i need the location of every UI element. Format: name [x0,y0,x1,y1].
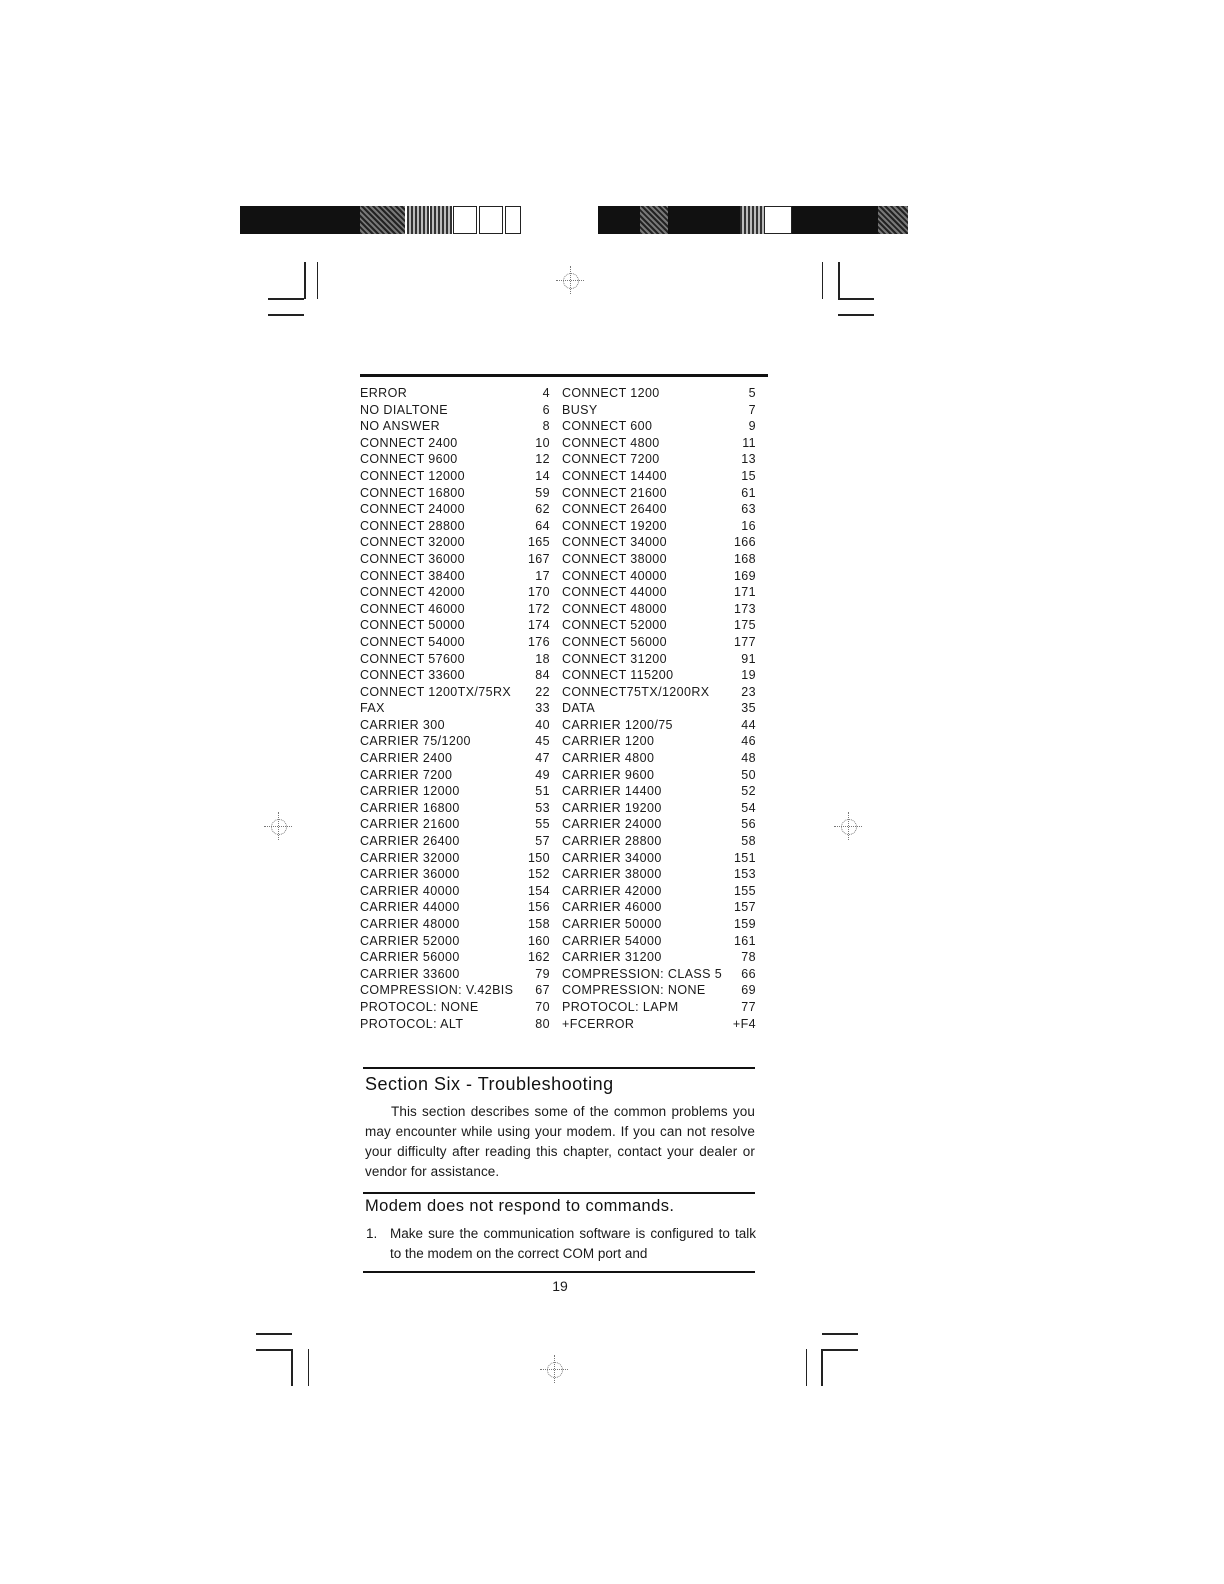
result-code-name: CONNECT 48000 [562,601,668,616]
result-code-name: CONNECT 16800 [360,485,466,500]
table-row [360,601,768,618]
result-code-name: CARRIER 52000 [360,933,460,948]
result-code-name: CARRIER 54000 [562,933,662,948]
result-code-name: CONNECT 12000 [360,468,466,483]
table-row [360,518,768,535]
table-row [360,700,768,717]
result-code-number: 156 [527,900,550,915]
result-code-number: 19 [741,668,756,683]
result-code-name: CARRIER 1200 [562,734,655,749]
table-row [360,916,768,933]
registration-target-icon [834,812,862,840]
table-row [360,866,768,883]
subsection-rule [363,1192,755,1194]
result-code-name: CARRIER 75/1200 [360,734,471,749]
result-code-name: CONNECT 56000 [562,634,668,649]
result-code-name: CONNECT 54000 [360,634,466,649]
result-code-name: CONNECT 115200 [562,668,674,683]
table-row [360,883,768,900]
result-code-number: 161 [733,933,756,948]
result-code-number: 14 [535,468,550,483]
result-code-name: CONNECT 50000 [360,618,466,633]
result-code-number: 22 [535,684,550,699]
result-code-name: CARRIER 56000 [360,950,460,965]
result-code-number: 8 [542,419,550,434]
result-code-number: 79 [535,966,550,981]
result-code-number: 55 [535,817,550,832]
result-code-number: 167 [527,551,550,566]
table-row [360,468,768,485]
table-row [360,551,768,568]
result-code-name: CONNECT 9600 [360,452,458,467]
crop-mark [308,1349,309,1386]
table-row [360,485,768,502]
table-row [360,584,768,601]
result-code-number: 177 [733,634,756,649]
result-code-number: 150 [527,850,550,865]
result-code-name: CARRIER 42000 [562,883,662,898]
result-code-number: 13 [741,452,756,467]
table-row [360,833,768,850]
section-rule [363,1067,755,1069]
result-code-name: CONNECT 38400 [360,568,466,583]
result-code-name: CARRIER 50000 [562,917,662,931]
result-code-number: 154 [527,883,550,898]
result-code-name: CONNECT 21600 [562,485,668,500]
crop-mark [317,262,318,299]
result-code-number: 169 [733,568,756,583]
result-code-name: CARRIER 1200/75 [562,717,673,732]
result-code-name: CARRIER 28800 [562,834,662,849]
result-code-number: 53 [535,800,550,815]
result-code-name: CARRIER 19200 [562,800,662,815]
section-intro-text: This section describes some of the common problems you may encounter while using your modem. If you can not resolve your difficulty after reading this chapter, contact your dealer or vendor for assistance. [365,1104,755,1179]
crop-mark [268,314,304,316]
result-code-number: 23 [741,684,756,699]
table-row [360,850,768,867]
result-code-number: 5 [748,386,756,400]
list-item-text: Make sure the communication software is configured to talk to the modem on the correct COM port and [390,1226,756,1261]
result-code-number: 175 [733,618,756,633]
result-code-number: 63 [741,502,756,517]
result-code-name: CONNECT 14400 [562,468,668,483]
result-code-number: 153 [733,867,756,882]
table-row [360,899,768,916]
result-code-name: CONNECT 4800 [562,435,660,450]
result-code-rows [360,385,768,1032]
result-code-name: CARRIER 26400 [360,834,460,849]
result-code-number: 6 [542,402,550,417]
result-code-name: CONNECT 38000 [562,551,668,566]
result-code-number: 91 [741,651,756,666]
result-code-name: COMPRESSION: CLASS 5 [562,966,723,981]
table-row [360,418,768,435]
result-code-name: CONNECT 33600 [360,668,466,683]
result-code-name: PROTOCOL: LAPM [562,999,679,1014]
table-row [360,733,768,750]
table-row [360,435,768,452]
result-code-number: 61 [741,485,756,500]
result-code-name: CONNECT 1200TX/75RX [360,684,512,699]
section-title: Section Six - Troubleshooting [365,1074,614,1094]
list-item [366,1224,756,1264]
crop-mark [838,262,840,299]
result-code-number: 159 [733,917,756,931]
result-code-number: +F4 [732,1016,756,1031]
table-row [360,568,768,585]
crop-mark [822,1349,858,1351]
result-code-number: 57 [535,834,550,849]
result-code-number: 15 [741,468,756,483]
result-code-name: CARRIER 14400 [562,784,662,799]
result-code-number: 11 [742,435,756,450]
result-code-number: 52 [741,784,756,799]
table-row [360,783,768,800]
result-code-number: 155 [733,883,756,898]
result-code-name: CONNECT 24000 [360,502,466,517]
table-row [360,451,768,468]
result-code-number: 40 [535,717,550,732]
result-code-name: CONNECT 44000 [562,585,668,600]
crop-mark [256,1333,292,1335]
result-code-name: CONNECT75TX/1200RX [562,684,710,699]
crop-mark [821,1349,823,1386]
registration-target-icon [540,1355,568,1383]
result-code-number: 50 [741,767,756,782]
footer-rule [363,1271,755,1273]
result-code-number: 152 [527,867,550,882]
result-code-number: 160 [527,933,550,948]
result-code-number: 9 [748,419,756,434]
table-row [360,982,768,999]
crop-mark [838,314,874,316]
result-code-table [360,374,768,1032]
page-number: 19 [552,1278,568,1294]
result-code-name: NO DIALTONE [360,402,448,417]
result-code-number: 158 [527,917,550,931]
result-code-name: COMPRESSION: NONE [562,983,706,998]
result-code-number: 66 [741,966,756,981]
result-code-name: CARRIER 40000 [360,883,460,898]
result-code-name: PROTOCOL: NONE [360,999,479,1014]
result-code-name: CARRIER 300 [360,717,445,732]
result-code-number: 62 [535,502,550,517]
result-code-name: CONNECT 57600 [360,651,466,666]
result-code-number: 64 [535,518,550,533]
result-code-number: 51 [535,784,550,799]
result-code-name: CONNECT 42000 [360,585,466,600]
result-code-name: CONNECT 36000 [360,551,466,566]
table-row [360,949,768,966]
result-code-name: PROTOCOL: ALT [360,1016,464,1031]
result-code-number: 168 [733,551,756,566]
table-row [360,534,768,551]
result-code-number: 16 [741,518,756,533]
result-code-name: CONNECT 7200 [562,452,660,467]
result-code-name: CARRIER 7200 [360,767,453,782]
result-code-number: 78 [741,950,756,965]
result-code-name: CARRIER 32000 [360,850,460,865]
table-top-rule [360,374,768,377]
result-code-name: CARRIER 12000 [360,784,460,799]
result-code-name: CARRIER 4800 [562,751,655,766]
result-code-name: CONNECT 2400 [360,435,458,450]
list-item-number: 1. [366,1226,378,1241]
result-code-number: 171 [733,585,756,600]
result-code-name: CONNECT 1200 [562,386,660,400]
result-code-number: 84 [535,668,550,683]
table-row [360,651,768,668]
table-row [360,501,768,518]
result-code-name: CONNECT 32000 [360,535,466,550]
result-code-number: 59 [535,485,550,500]
crop-mark [268,298,304,300]
table-row [360,966,768,983]
table-row [360,667,768,684]
registration-target-icon [556,266,584,294]
registration-bar-left [240,206,540,234]
result-code-name: CARRIER 36000 [360,867,460,882]
result-code-number: 33 [535,701,550,716]
result-code-number: 157 [733,900,756,915]
table-row [360,999,768,1016]
result-code-number: 166 [733,535,756,550]
result-code-name: CARRIER 9600 [562,767,655,782]
result-code-number: 70 [535,999,550,1014]
result-code-number: 173 [733,601,756,616]
table-row [360,634,768,651]
result-code-name: CARRIER 33600 [360,966,460,981]
table-row [360,402,768,419]
result-code-number: 4 [542,386,550,400]
result-code-number: 170 [527,585,550,600]
result-code-name: +FCERROR [562,1016,635,1031]
result-code-number: 45 [535,734,550,749]
crop-mark [291,1349,293,1386]
result-code-name: CARRIER 48000 [360,917,460,931]
result-code-name: CARRIER 34000 [562,850,662,865]
crop-mark [838,298,874,300]
result-code-name: CARRIER 2400 [360,751,453,766]
result-code-name: CONNECT 40000 [562,568,668,583]
result-code-number: 49 [535,767,550,782]
result-code-number: 174 [527,618,550,633]
result-code-number: 58 [741,834,756,849]
result-code-name: CONNECT 19200 [562,518,668,533]
table-row [360,816,768,833]
registration-target-icon [264,812,292,840]
result-code-number: 151 [733,850,756,865]
result-code-name: CARRIER 21600 [360,817,460,832]
table-row [360,684,768,701]
result-code-number: 69 [741,983,756,998]
result-code-number: 80 [535,1016,550,1031]
result-code-number: 35 [741,701,756,716]
section-intro [365,1102,755,1182]
table-row [360,385,768,402]
result-code-name: CARRIER 46000 [562,900,662,915]
result-code-name: CONNECT 600 [562,419,653,434]
result-code-name: CARRIER 24000 [562,817,662,832]
result-code-number: 17 [535,568,550,583]
table-row [360,767,768,784]
result-code-number: 48 [741,751,756,766]
crop-mark [822,262,823,299]
result-code-name: NO ANSWER [360,419,440,434]
subsection-title: Modem does not respond to commands. [365,1197,675,1215]
result-code-number: 54 [741,800,756,815]
result-code-name: CONNECT 31200 [562,651,668,666]
result-code-name: BUSY [562,402,598,417]
table-row [360,933,768,950]
result-code-name: CARRIER 44000 [360,900,460,915]
table-row [360,750,768,767]
result-code-name: CARRIER 38000 [562,867,662,882]
table-row [360,800,768,817]
result-code-name: DATA [562,701,596,716]
crop-mark [304,262,306,299]
result-code-number: 176 [527,634,550,649]
result-code-number: 165 [527,535,550,550]
result-code-name: CONNECT 46000 [360,601,466,616]
table-row [360,717,768,734]
result-code-name: CARRIER 16800 [360,800,460,815]
result-code-number: 18 [535,651,550,666]
result-code-number: 67 [535,983,550,998]
result-code-number: 172 [527,601,550,616]
result-code-name: CARRIER 31200 [562,950,662,965]
table-row [360,617,768,634]
result-code-name: CONNECT 28800 [360,518,466,533]
result-code-number: 77 [741,999,756,1014]
table-row [360,1016,768,1033]
result-code-name: ERROR [360,386,408,400]
crop-mark [806,1349,807,1386]
result-code-number: 56 [741,817,756,832]
result-code-number: 10 [535,435,550,450]
result-code-name: CONNECT 34000 [562,535,668,550]
result-code-number: 47 [535,751,550,766]
result-code-name: FAX [360,701,385,716]
result-code-number: 46 [741,734,756,749]
result-code-name: CONNECT 52000 [562,618,668,633]
result-code-number: 162 [527,950,550,965]
result-code-name: CONNECT 26400 [562,502,668,517]
result-code-number: 7 [748,402,756,417]
result-code-number: 44 [741,717,756,732]
crop-mark [822,1333,858,1335]
result-code-name: COMPRESSION: V.42BIS [360,983,514,998]
result-code-number: 12 [535,452,550,467]
crop-mark [256,1349,292,1351]
registration-bar-right [598,206,908,234]
